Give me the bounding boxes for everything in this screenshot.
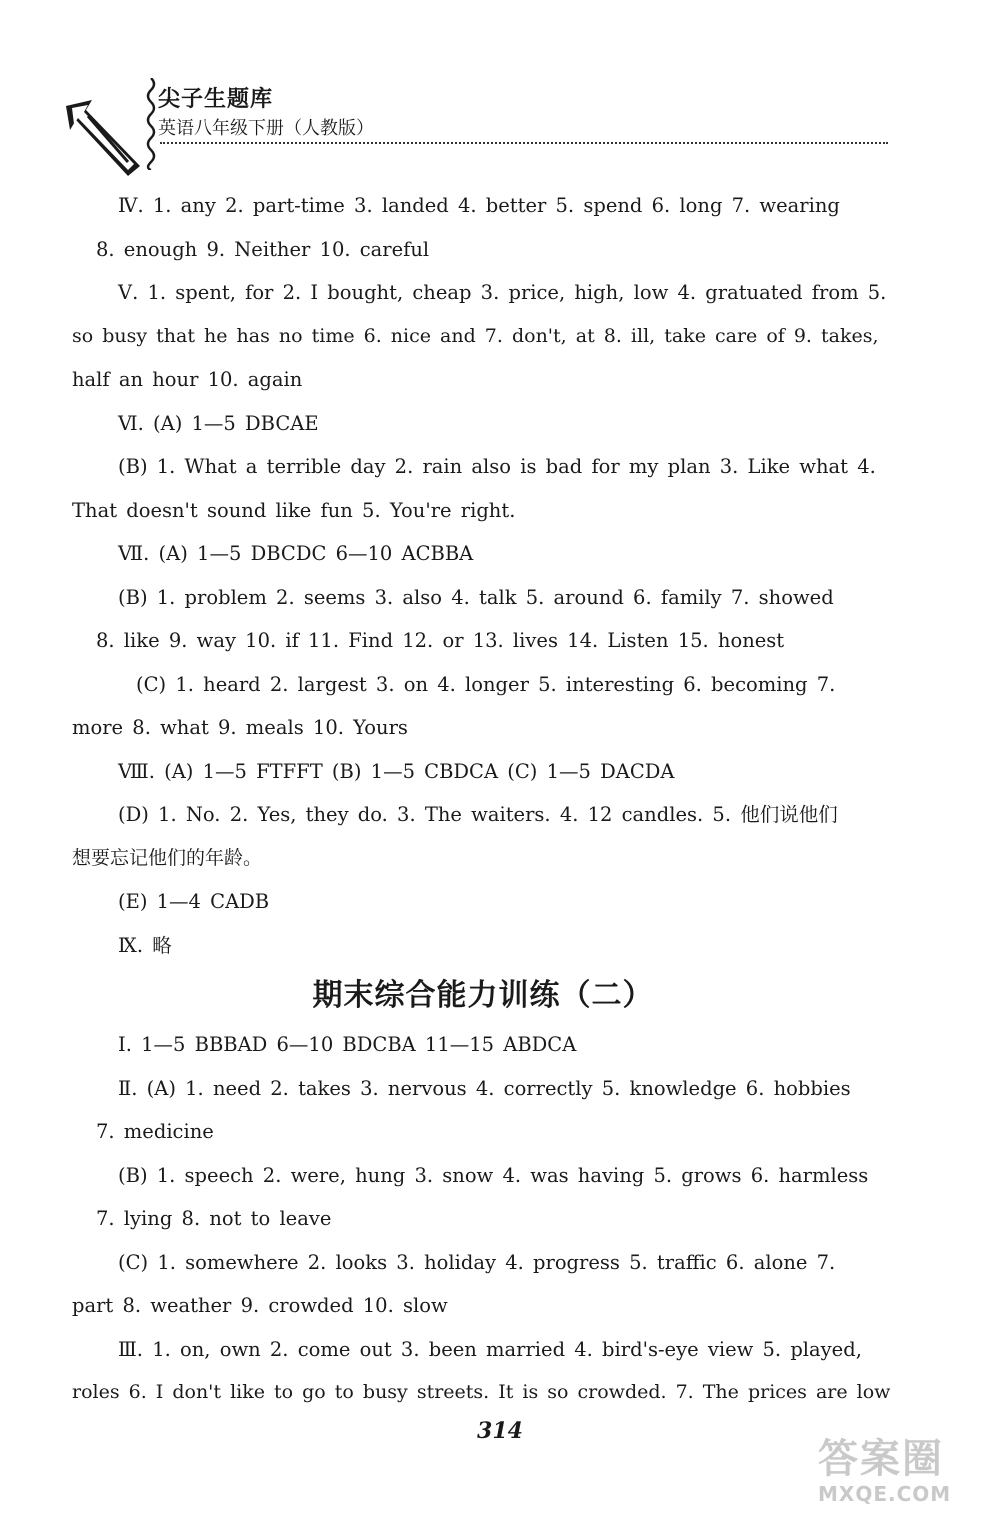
page-number: 314	[477, 1418, 523, 1444]
answer-line: (C) 1. somewhere 2. looks 3. holiday 4. progress 5. traffic 6. alone 7.	[118, 1250, 836, 1274]
answer-line: 想要忘记他们的年龄。	[72, 846, 263, 869]
answer-line: part 8. weather 9. crowded 10. slow	[72, 1294, 448, 1317]
answer-line: Ⅵ. (A) 1—5 DBCAE	[118, 411, 319, 435]
answer-line: Ⅴ. 1. spent, for 2. I bought, cheap 3. price, high, low 4. gratuated from 5.	[118, 281, 887, 304]
answer-line: (D) 1. No. 2. Yes, they do. 3. The waiters. 4. 12 candles. 5. 他们说他们	[118, 803, 838, 826]
answer-line: That doesn't sound like fun 5. You're right.	[72, 498, 516, 522]
answer-line: half an hour 10. again	[72, 368, 303, 391]
answer-line: Ⅶ. (A) 1—5 DBCDC 6—10 ACBBA	[118, 542, 474, 565]
answer-line: Ⅲ. 1. on, own 2. come out 3. been married 4. bird's-eye view 5. played,	[118, 1337, 862, 1361]
answer-line: 8. enough 9. Neither 10. careful	[96, 237, 430, 261]
answer-line: Ⅱ. (A) 1. need 2. takes 3. nervous 4. correctly 5. knowledge 6. hobbies	[118, 1076, 851, 1100]
answer-line: roles 6. I don't like to go to busy streets. It is so crowded. 7. The prices are low	[72, 1381, 891, 1403]
answer-line: Ⅸ. 略	[118, 933, 172, 957]
answer-content	[72, 184, 894, 1415]
answer-line: (E) 1—4 CADB	[118, 890, 270, 913]
section-title: 期末综合能力训练（二）	[312, 978, 654, 1013]
book-subtitle: 英语八年级下册（人教版）	[158, 118, 374, 139]
answer-line: 7. medicine	[96, 1120, 214, 1143]
watermark-bottom-text: MXQE.COM	[818, 1482, 952, 1506]
answer-line: (C) 1. heard 2. largest 3. on 4. longer 5. interesting 6. becoming 7.	[136, 672, 836, 696]
answer-line: Ⅰ. 1—5 BBBAD 6—10 BDCBA 11—15 ABDCA	[118, 1033, 577, 1056]
wavy-divider-icon	[144, 78, 158, 170]
arrow-logo-icon	[62, 70, 144, 180]
answer-line: 8. like 9. way 10. if 11. Find 12. or 13. lives 14. Listen 15. honest	[96, 629, 785, 652]
answer-line: so busy that he has no time 6. nice and 7. don't, at 8. ill, take care of 9. takes,	[72, 324, 879, 347]
answer-line: (B) 1. speech 2. were, hung 3. snow 4. was having 5. grows 6. harmless	[118, 1163, 869, 1187]
answer-line: more 8. what 9. meals 10. Yours	[72, 716, 408, 739]
answer-line: (B) 1. problem 2. seems 3. also 4. talk 5. around 6. family 7. showed	[118, 585, 834, 609]
site-watermark	[818, 1436, 998, 1516]
header-dotted-rule	[160, 142, 888, 144]
answer-line: (B) 1. What a terrible day 2. rain also is bad for my plan 3. Like what 4.	[118, 455, 876, 478]
watermark-top-text: 答案圈	[818, 1436, 944, 1482]
answer-line: Ⅷ. (A) 1—5 FTFFT (B) 1—5 CBDCA (C) 1—5 DACDA	[118, 759, 675, 783]
answer-line: Ⅳ. 1. any 2. part-time 3. landed 4. better 5. spend 6. long 7. wearing	[118, 194, 840, 217]
brand-title: 尖子生题库	[158, 87, 274, 112]
page-header	[62, 70, 902, 170]
answer-line: 7. lying 8. not to leave	[96, 1207, 332, 1230]
